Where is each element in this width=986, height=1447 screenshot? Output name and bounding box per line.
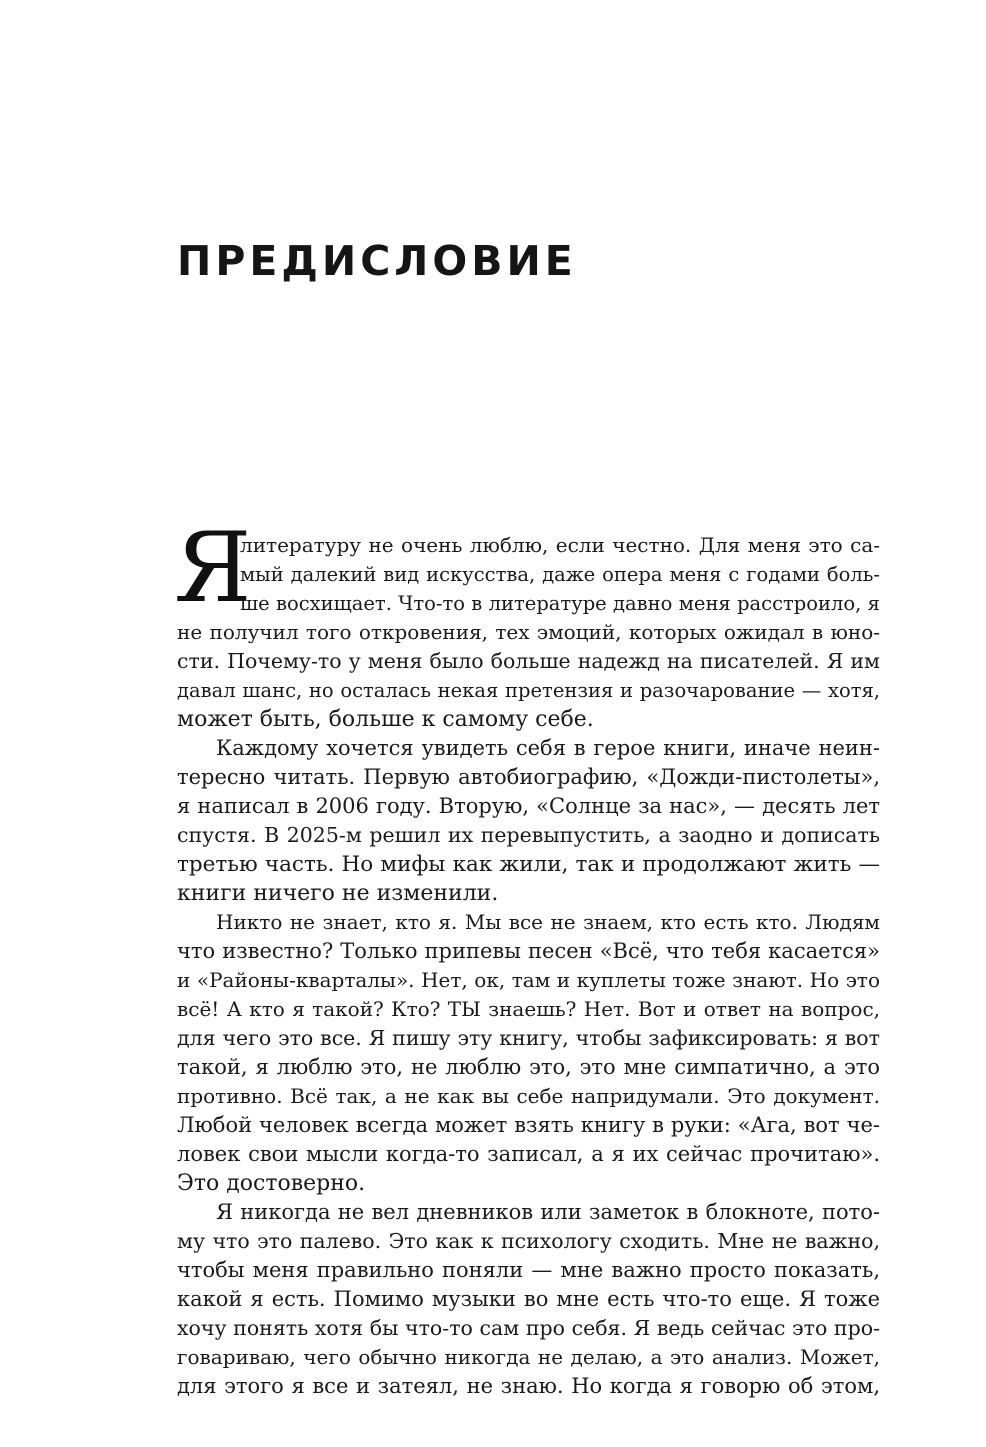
text-line: и «Районы-кварталы». Нет, ок, там и куплеты тоже знают. Но это — [177, 968, 880, 992]
text-line: может быть, больше к самому себе. — [177, 707, 594, 732]
drop-cap: Я — [174, 512, 252, 624]
text-line: Любой человек всегда может взять книгу в руки: «Ага, вот че- — [177, 1113, 880, 1137]
text-line: чтобы меня правильно поняли — мне важно просто показать, — [177, 1258, 880, 1282]
text-line: какой я есть. Помимо музыки во мне есть что-то еще. Я тоже — [177, 1287, 880, 1311]
text-line: Это достоверно. — [177, 1171, 366, 1196]
text-line: Никто не знает, кто я. Мы все не знаем, кто есть кто. Людям — [216, 910, 880, 934]
text-line: ловек свои мысли когда-то записал, а я их сейчас прочитаю». — [177, 1142, 880, 1166]
text-line: литературу не очень люблю, если честно. Для меня это са- — [240, 533, 880, 557]
text-line: му что это палево. Это как к психологу сходить. Мне не важно, — [177, 1229, 880, 1253]
text-line: для этого я все и затеял, не знаю. Но когда я говорю об этом, — [177, 1374, 880, 1398]
text-line: Каждому хочется увидеть себя в герое книги, иначе неин- — [216, 736, 880, 760]
text-line: ше восхищает. Что-то в литературе давно меня расстроило, я — [240, 592, 880, 615]
text-line: говариваю, чего обычно никогда не делаю, а это анализ. Может, — [177, 1345, 880, 1369]
chapter-title: ПРЕДИСЛОВИЕ — [177, 237, 577, 285]
text-line: я написал в 2006 году. Вторую, «Солнце за нас», — десять лет — [177, 794, 880, 818]
text-line: третью часть. Но мифы как жили, так и продолжают жить — — [177, 852, 880, 877]
text-line: мый далекий вид искусства, даже опера меня с годами боль- — [240, 563, 880, 586]
text-line: не получил того откровения, тех эмоций, которых ожидал в юно- — [177, 620, 880, 644]
text-line: Я никогда не вел дневников или заметок в блокноте, пото- — [216, 1200, 880, 1224]
text-line: сти. Почему-то у меня было больше надежд на писателей. Я им — [177, 649, 880, 673]
text-line: противно. Всё так, а не как вы себе напридумали. Это документ. — [177, 1084, 880, 1108]
text-line: что известно? Только припевы песен «Всё, что тебя касается» — [177, 939, 880, 963]
text-line: всё! А кто я такой? Кто? ТЫ знаешь? Нет. Вот и ответ на вопрос, — [177, 997, 880, 1021]
text-line: такой, я люблю это, не люблю это, это мне симпатично, а это — [177, 1055, 880, 1079]
text-line: спустя. В 2025-м решил их перевыпустить, а заодно и дописать — [177, 823, 880, 847]
text-line: тересно читать. Первую автобиографию, «Дожди-пистолеты», — [177, 765, 880, 789]
text-line: хочу понять хотя бы что-то сам про себя. Я ведь сейчас это про- — [177, 1316, 880, 1340]
text-line: книги ничего не изменили. — [177, 881, 499, 906]
text-line: давал шанс, но осталась некая претензия и разочарование — хотя, — [177, 679, 880, 702]
text-line: для чего это все. Я пишу эту книгу, чтобы зафиксировать: я вот — [177, 1026, 880, 1050]
